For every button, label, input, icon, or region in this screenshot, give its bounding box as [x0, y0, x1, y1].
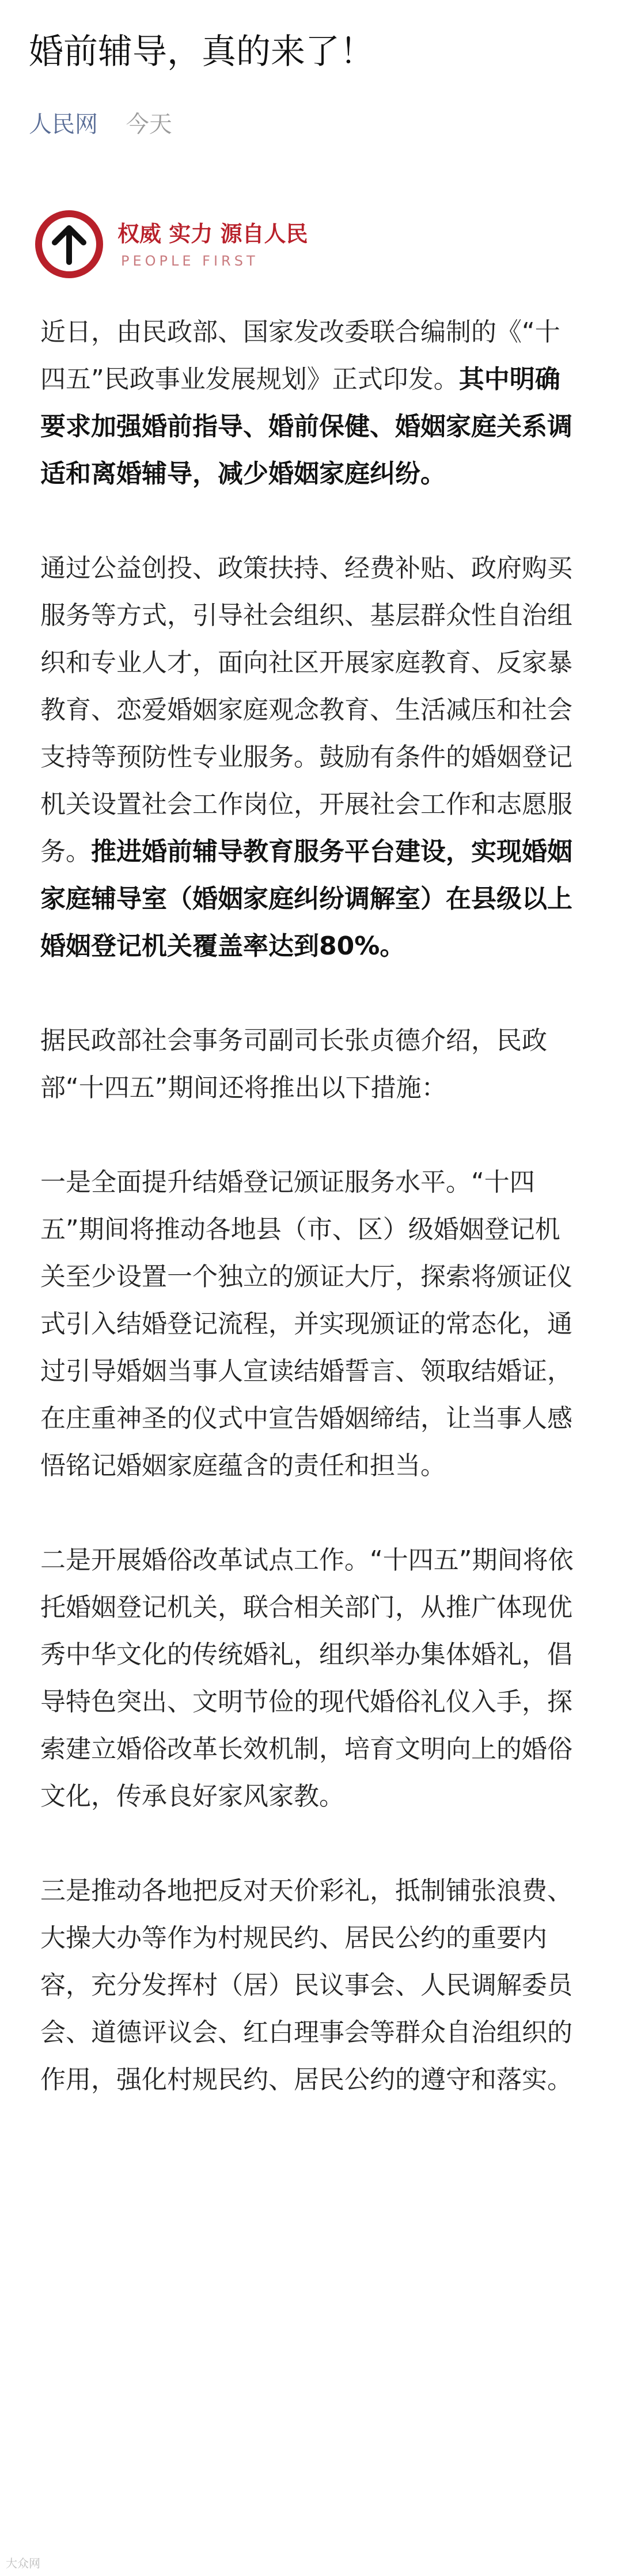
article-meta	[29, 108, 172, 141]
paragraph	[40, 545, 582, 970]
paragraph-text: 一是全面提升结婚登记颁证服务水平。“十四五”期间将推动各地县（市、区）级婚姻登记机关至少设置一个独立的颁证大厅，探索将颁证仪式引入结婚登记流程，并实现颁证的常态化，通过引导婚姻当事人宣读结婚誓言、领取结婚证，在庄重神圣的仪式中宣告婚姻缔结，让当事人感悟铭记婚姻家庭蕴含的责任和担当。	[40, 1168, 572, 1480]
publish-date: 今天	[126, 111, 172, 138]
article-title: 婚前辅导，真的来了！	[29, 32, 374, 72]
paragraph-text: 据民政部社会事务司副司长张贞德介绍，民政部“十四五”期间还将推出以下措施：	[40, 1026, 547, 1103]
paragraph-text: 二是开展婚俗改革试点工作。“十四五”期间将依托婚姻登记机关，联合相关部门，从推广体现优秀中华文化的传统婚礼，组织举办集体婚礼，倡导特色突出、文明节俭的现代婚俗礼仪入手，探索建立婚俗改革长效机制，培育文明向上的婚俗文化，传承良好家风家教。	[40, 1545, 574, 1811]
paragraph-bold-text: 其中明确要求加强婚前指导、婚前保健、婚姻家庭关系调适和离婚辅导，减少婚姻家庭纠纷。	[40, 365, 572, 488]
paragraph	[40, 309, 582, 498]
paragraph-text: 近日，由民政部、国家发改委联合编制的《“十四五”民政事业发展规划》正式印发。	[40, 317, 560, 394]
up-arrow-circle-icon	[32, 207, 106, 281]
article-body	[40, 309, 582, 2104]
brand-subtitle: PEOPLE FIRST	[121, 253, 259, 269]
paragraph	[40, 1867, 582, 2104]
brand-banner	[32, 207, 355, 281]
paragraph	[40, 1159, 582, 1490]
paragraph	[40, 1017, 582, 1112]
paragraph-text: 通过公益创投、政策扶持、经费补贴、政府购买服务等方式，引导社会组织、基层群众性自治组织和专业人才，面向社区开展家庭教育、反家暴教育、恋爱婚姻家庭观念教育、生活减压和社会支持等预防性专业服务。鼓励有条件的婚姻登记机关设置社会工作岗位，开展社会工作和志愿服务。	[40, 554, 572, 866]
source-link[interactable]: 人民网	[29, 111, 98, 138]
paragraph-text: 三是推动各地把反对天价彩礼，抵制铺张浪费、大操大办等作为村规民约、居民公约的重要内容，充分发挥村（居）民议事会、人民调解委员会、道德评议会、红白理事会等群众自治组织的作用，强化村规民约、居民公约的遵守和落实。	[40, 1876, 572, 2094]
paragraph-bold-text: 推进婚前辅导教育服务平台建设，实现婚姻家庭辅导室（婚姻家庭纠纷调解室）在县级以上婚姻登记机关覆盖率达到80%。	[40, 837, 572, 961]
brand-slogan: 权威 实力 源自人民	[117, 221, 308, 247]
watermark: 大众网	[6, 2556, 40, 2570]
paragraph	[40, 1537, 582, 1820]
